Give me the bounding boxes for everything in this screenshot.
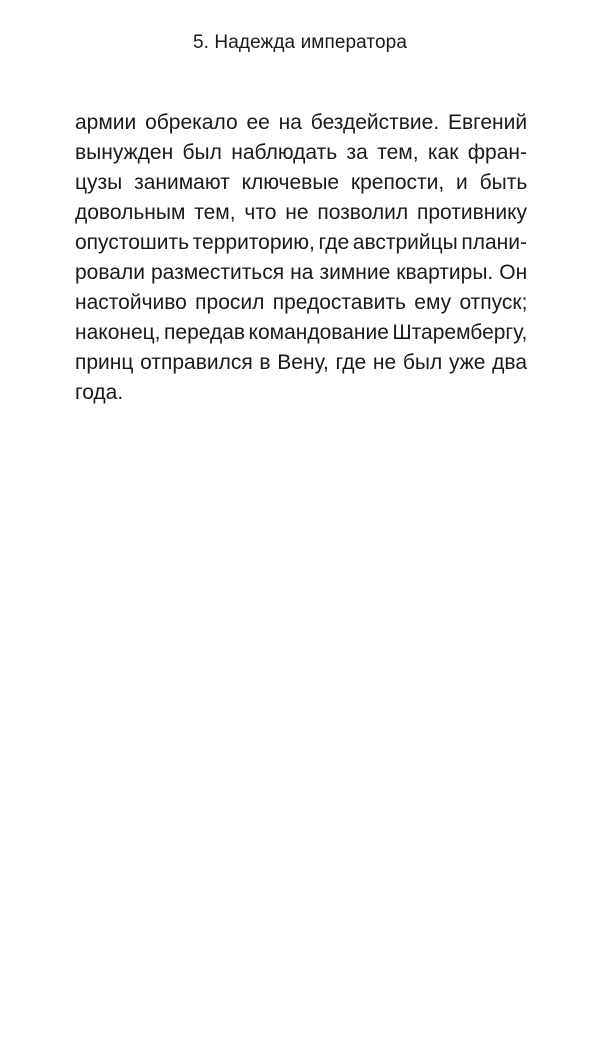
text-line: опустошить территорию, где австрийцы плани-: [75, 231, 527, 254]
text-line: ровали разместиться на зимние квартиры. Он: [75, 261, 527, 284]
text-line: настойчиво просил предоставить ему отпуск;: [75, 291, 527, 314]
text-line: довольным тем, что не позволил противнику: [75, 201, 527, 224]
text-line: наконец, передав командование Штарембергу,: [75, 321, 527, 344]
text-line: года.: [75, 381, 124, 404]
text-line: вынужден был наблюдать за тем, как фран-: [75, 141, 527, 164]
running-header: 5. Надежда императора: [192, 32, 408, 53]
body-paragraph: [75, 108, 527, 408]
text-line: армии обрекало ее на бездействие. Евгений: [75, 111, 527, 134]
text-line: принц отправился в Вену, где не был уже два: [75, 351, 527, 374]
text-line: цузы занимают ключевые крепости, и быть: [75, 171, 527, 194]
